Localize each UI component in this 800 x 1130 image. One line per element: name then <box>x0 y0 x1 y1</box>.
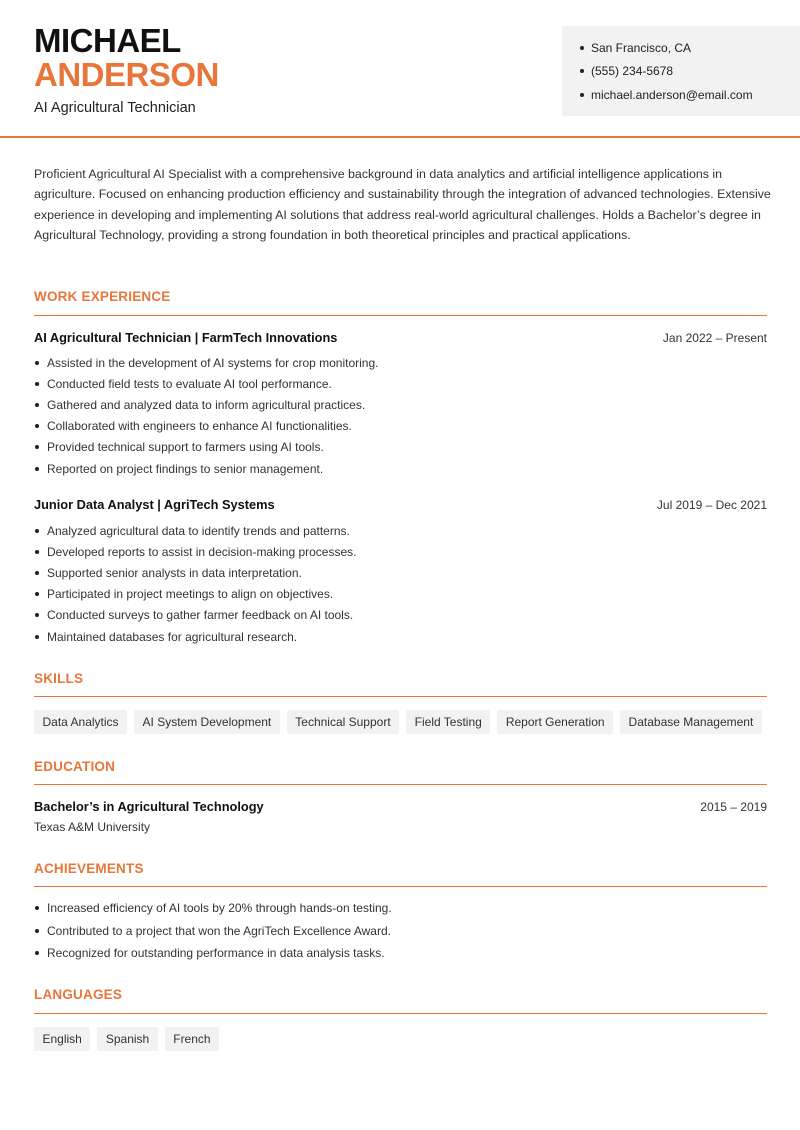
bullet-icon <box>35 906 39 910</box>
section-title-work: WORK EXPERIENCE <box>34 289 171 304</box>
bullet-text: Analyzed agricultural data to identify trends and patterns. <box>47 523 350 538</box>
bullet-icon <box>35 467 39 471</box>
section-title-languages: LANGUAGES <box>34 987 123 1002</box>
phone-text: (555) 234-5678 <box>591 64 674 79</box>
list-item <box>34 541 767 562</box>
bullet-icon <box>35 929 39 933</box>
bullet-icon <box>35 424 39 428</box>
bullet-icon <box>580 69 584 73</box>
bullet-text: Gathered and analyzed data to inform agricultural practices. <box>47 397 366 412</box>
location-text: San Francisco, CA <box>591 40 692 55</box>
job-dates: Jul 2019 – Dec 2021 <box>656 498 767 512</box>
degree: Bachelor’s in Agricultural Technology <box>34 799 264 814</box>
bullet-icon <box>35 571 39 575</box>
languages-list <box>34 1027 219 1051</box>
bullet-text: Increased efficiency of AI tools by 20% through hands-on testing. <box>47 901 392 916</box>
bullet-text: Developed reports to assist in decision-making processes. <box>47 544 357 559</box>
language-chip: Spanish <box>97 1027 157 1051</box>
bullet-icon <box>35 635 39 639</box>
skill-chip: Report Generation <box>497 710 613 734</box>
skill-chip: Database Management <box>620 710 762 734</box>
bullet-text: Collaborated with engineers to enhance AI functionalities. <box>47 419 352 434</box>
bullet-text: Recognized for outstanding performance in data analysis tasks. <box>47 946 385 961</box>
job-bullets <box>34 352 767 479</box>
list-item <box>34 520 767 541</box>
achievements-list <box>34 897 767 965</box>
bullet-text: Assisted in the development of AI systems for crop monitoring. <box>47 355 379 370</box>
bullet-icon <box>35 592 39 596</box>
section-divider <box>34 886 767 887</box>
bullet-icon <box>35 382 39 386</box>
list-item <box>34 437 767 458</box>
resume-header <box>0 0 800 138</box>
bullet-icon <box>35 613 39 617</box>
section-title-achievements: ACHIEVEMENTS <box>34 861 144 876</box>
skill-chip: Technical Support <box>287 710 399 734</box>
education-dates: 2015 – 2019 <box>700 800 767 814</box>
language-chip: English <box>34 1027 90 1051</box>
bullet-text: Reported on project findings to senior management. <box>47 461 324 476</box>
bullet-icon <box>35 951 39 955</box>
skill-chip: Field Testing <box>406 710 490 734</box>
email-text: michael.anderson@email.com <box>591 87 753 102</box>
list-item <box>34 562 767 583</box>
section-divider <box>34 784 767 785</box>
skill-chip: Data Analytics <box>34 710 127 734</box>
last-name: ANDERSON <box>34 56 219 93</box>
contact-phone <box>580 60 800 84</box>
contact-email <box>580 83 800 107</box>
list-item <box>34 394 767 415</box>
job-title: AI Agricultural Technician <box>34 100 196 116</box>
language-chip: French <box>165 1027 219 1051</box>
bullet-text: Conducted field tests to evaluate AI tool performance. <box>47 376 332 391</box>
list-item <box>34 373 767 394</box>
section-divider <box>34 696 767 697</box>
bullet-text: Contributed to a project that won the AgriTech Excellence Award. <box>47 923 391 938</box>
list-item <box>34 584 767 605</box>
list-item <box>34 920 767 943</box>
section-divider <box>34 1013 767 1014</box>
bullet-icon <box>35 529 39 533</box>
job-role: Junior Data Analyst | AgriTech Systems <box>34 497 275 512</box>
list-item <box>34 352 767 373</box>
school-name: Texas A&M University <box>34 820 151 834</box>
job-header <box>34 330 767 345</box>
bullet-icon <box>35 361 39 365</box>
contact-box <box>562 26 800 116</box>
job-header <box>34 497 767 512</box>
job-bullets <box>34 520 767 647</box>
list-item <box>34 942 767 965</box>
bullet-icon <box>35 445 39 449</box>
list-item <box>34 626 767 647</box>
list-item <box>34 458 767 479</box>
bullet-text: Provided technical support to farmers using AI tools. <box>47 440 324 455</box>
bullet-icon <box>35 550 39 554</box>
education-header <box>34 799 767 814</box>
bullet-icon <box>580 93 584 97</box>
contact-location <box>580 36 800 60</box>
section-divider <box>34 315 767 316</box>
skills-list <box>34 710 762 734</box>
bullet-text: Conducted surveys to gather farmer feedback on AI tools. <box>47 608 354 623</box>
bullet-icon <box>35 403 39 407</box>
bullet-text: Supported senior analysts in data interpretation. <box>47 565 302 580</box>
bullet-icon <box>580 46 584 50</box>
job-role: AI Agricultural Technician | FarmTech Innovations <box>34 330 338 345</box>
first-name: MICHAEL <box>34 22 181 59</box>
section-title-education: EDUCATION <box>34 759 116 774</box>
section-title-skills: SKILLS <box>34 671 84 686</box>
list-item <box>34 605 767 626</box>
bullet-text: Participated in project meetings to align on objectives. <box>47 587 334 602</box>
list-item <box>34 897 767 920</box>
list-item <box>34 416 767 437</box>
bullet-text: Maintained databases for agricultural research. <box>47 629 298 644</box>
skill-chip: AI System Development <box>134 710 280 734</box>
summary-paragraph: Proficient Agricultural AI Specialist with a comprehensive background in data analytics and artificial intelligence applications in agriculture. Focused on enhancing production efficiency and sustainability through the integration of advanced technologies. Extensive experience in developing and implementing AI solutions that address real-world agricultural challenges. Holds a Bachelor’s degree in Agricultural Technology, providing a strong foundation in both theoretical principles and practical applications. <box>34 167 771 243</box>
job-dates: Jan 2022 – Present <box>662 331 767 345</box>
